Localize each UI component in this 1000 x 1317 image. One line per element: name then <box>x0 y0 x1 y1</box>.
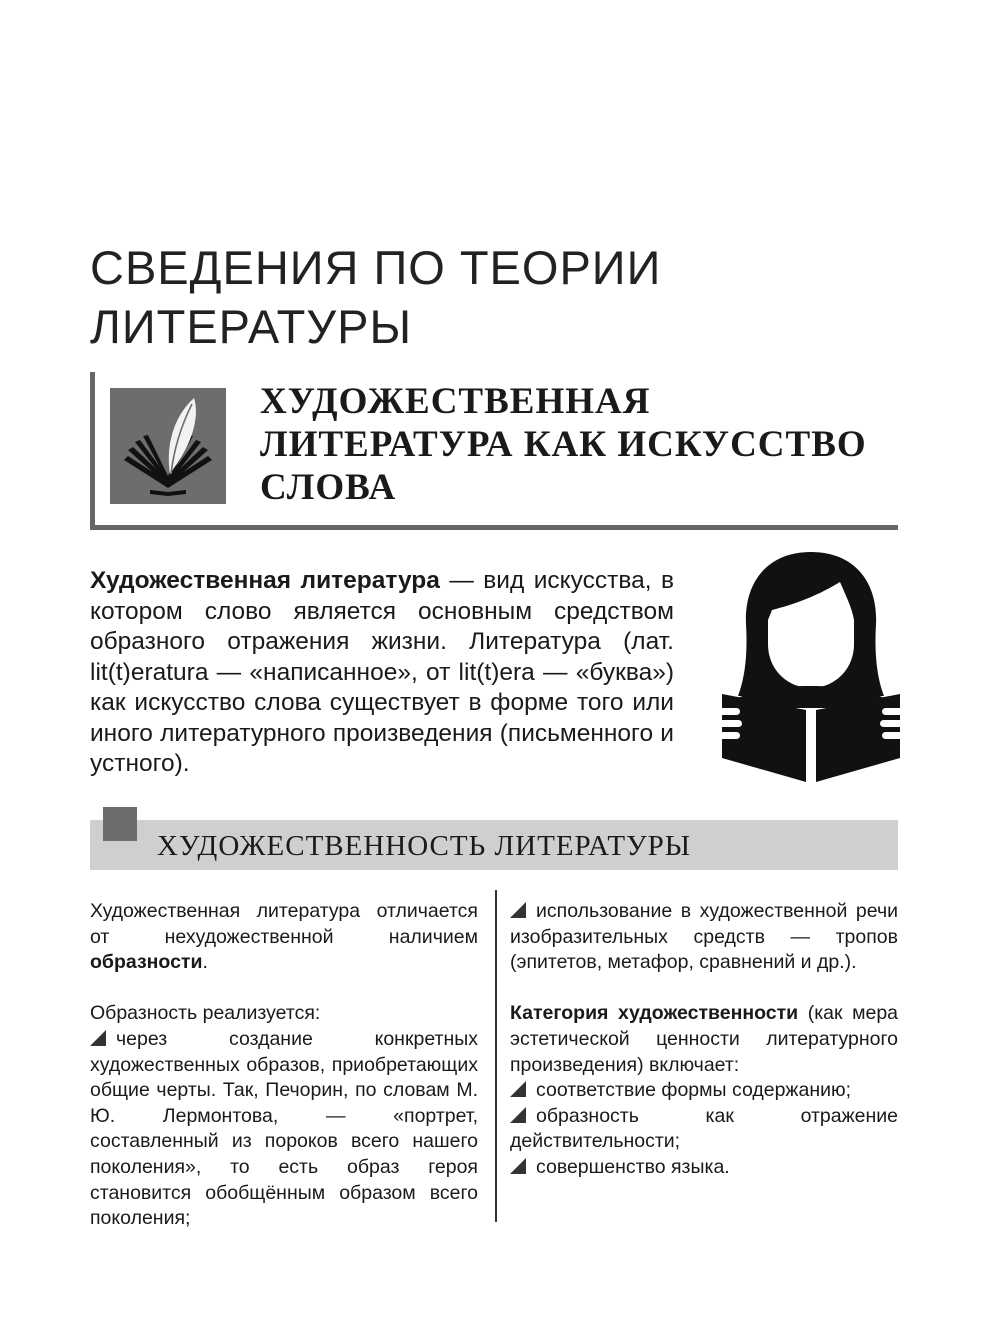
section-title-line: ЛИТЕРАТУРА КАК ИСКУССТВО <box>260 424 867 465</box>
section-title <box>260 380 900 509</box>
paragraph: Образность реализуется: <box>90 1002 321 1025</box>
page-title <box>90 238 910 356</box>
list-item <box>510 1155 898 1181</box>
triangle-bullet-icon <box>510 1158 526 1174</box>
section-title-line: ХУДОЖЕСТВЕННАЯ <box>260 381 651 422</box>
intro-term: Художественная литература <box>90 567 440 594</box>
page-title-word: СВЕДЕНИЯ <box>90 241 360 294</box>
list-item <box>510 1078 898 1104</box>
list-item-text: совершенство языка. <box>536 1155 730 1178</box>
list-item-text: соответствие формы содержанию; <box>536 1079 852 1102</box>
paragraph-text: (как мера эстетической ценности литературного произведения) включает: <box>510 1002 899 1076</box>
paragraph-end: . <box>202 951 208 974</box>
page-title-word: ПО <box>373 241 446 294</box>
paragraph-text: Художественная литература отличается от нехудожественной наличием <box>90 900 478 948</box>
subsection-square-marker <box>103 807 137 841</box>
list-item <box>510 1104 898 1155</box>
list-item-text: образность как отражение действительности; <box>510 1104 898 1153</box>
page-title-line-1 <box>90 238 910 297</box>
triangle-bullet-icon <box>510 1081 526 1097</box>
column-divider <box>495 890 497 1222</box>
person-reading-book-icon <box>718 548 904 784</box>
list-item-text: через создание конкретных художественных образов, приобретающих общие черты. Так, Печорин, по словам М. Ю. Лермонтова, — «портрет, составленный из пороков всего нашего поколения», то есть образ героя становится обобщённым образом всего поколения; <box>90 1027 478 1230</box>
left-column <box>90 899 478 1232</box>
bold-term: Категория художественности <box>510 1002 799 1025</box>
list-item <box>90 1027 478 1232</box>
triangle-bullet-icon <box>90 1030 106 1046</box>
triangle-bullet-icon <box>510 1107 526 1123</box>
intro-paragraph <box>90 566 674 780</box>
triangle-bullet-icon <box>510 902 526 918</box>
right-column <box>510 899 898 1181</box>
section-title-line: СЛОВА <box>260 467 397 508</box>
list-item <box>510 899 898 976</box>
list-item-text: использование в художественной речи изобразительных средств — тропов (эпитетов, метафор, сравнений и др.). <box>510 900 898 974</box>
feather-book-icon <box>110 388 226 504</box>
paragraph <box>510 1001 898 1078</box>
paragraph <box>90 899 478 976</box>
page-title-word: ТЕОРИИ <box>459 241 662 294</box>
bold-term: образности <box>90 951 203 974</box>
page-title-line-2: ЛИТЕРАТУРЫ <box>90 300 413 353</box>
intro-text: — вид искусства, в котором слово является основным средством образного отражения жизни. Литература (лат. lit(t)eratura — «написанное», от lit(t)era — «буква») как искусство слова существует в форме того или иного литературного произведения (письменного и устного). <box>90 567 674 777</box>
subsection-title: ХУДОЖЕСТВЕННОСТЬ ЛИТЕРАТУРЫ <box>157 830 692 862</box>
